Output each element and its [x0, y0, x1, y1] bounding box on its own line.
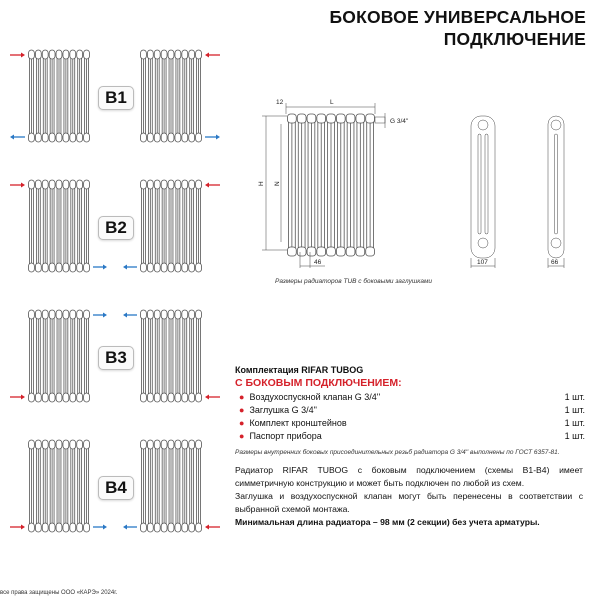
- return-arrow-icon: [93, 313, 107, 318]
- drawing-caption: Размеры радиаторов TUB с боковыми заглушками: [275, 278, 433, 285]
- supply-arrow-icon: [205, 183, 220, 188]
- kit-item: [235, 417, 585, 430]
- radiator-icon: [288, 114, 375, 256]
- description-p2: Заглушка и воздухоспускной клапан могут быть перенесены в соответствии с выбранной схемой монтажа.: [235, 491, 583, 514]
- radiator-icon: [29, 50, 90, 142]
- kit-item: [235, 391, 585, 404]
- supply-arrow-icon: [10, 183, 25, 188]
- bullet-icon: ●: [239, 431, 245, 441]
- supply-arrow-icon: [205, 525, 220, 530]
- bullet-icon: ●: [239, 392, 245, 402]
- description-p1: Радиатор RIFAR TUBOG с боковым подключением (схемы B1-B4) имеет симметричную конструкцию и может быть подключен по любой из схем.: [235, 465, 583, 488]
- dim-pitch: 46: [314, 259, 322, 266]
- dim-thread: G 3/4'': [390, 118, 409, 125]
- radiator-icon: [141, 50, 202, 142]
- kit-item-qty: 1 шт.: [564, 405, 585, 415]
- bullet-icon: ●: [239, 418, 245, 428]
- kit-item-name: Паспорт прибора: [249, 431, 322, 441]
- copyright: все права защищены ООО «КАРЭ» 2024г.: [0, 590, 118, 596]
- supply-arrow-icon: [205, 53, 220, 58]
- return-arrow-icon: [123, 265, 137, 270]
- dim-depth-side: 66: [551, 259, 559, 266]
- radiator-icon: [141, 440, 202, 532]
- scheme-label-b4: B4: [98, 476, 134, 500]
- return-arrow-icon: [10, 135, 25, 140]
- kit-item-qty: 1 шт.: [564, 392, 585, 402]
- title-line-2: ПОДКЛЮЧЕНИЕ: [443, 29, 586, 49]
- radiator-icon: [29, 180, 90, 272]
- dim-length: L: [330, 99, 334, 106]
- dim-offset: 12: [276, 99, 284, 106]
- page-title: [329, 6, 586, 50]
- return-arrow-icon: [123, 525, 137, 530]
- kit-item-qty: 1 шт.: [564, 418, 585, 428]
- return-arrow-icon: [205, 135, 220, 140]
- return-arrow-icon: [123, 313, 137, 318]
- radiator-icon: [141, 310, 202, 402]
- kit-item: [235, 404, 585, 417]
- dim-height: H: [258, 181, 265, 186]
- dim-depth-front: 107: [477, 259, 488, 266]
- kit-note: Размеры внутренних боковых присоединительных резьб радиатора G 3/4'' выполнены по ГОСТ 6357-81.: [235, 449, 560, 456]
- dim-center: N: [274, 181, 281, 186]
- kit-item-qty: 1 шт.: [564, 431, 585, 441]
- kit-item: [235, 430, 585, 443]
- scheme-label-b3: B3: [98, 346, 134, 370]
- supply-arrow-icon: [10, 395, 25, 400]
- title-line-1: БОКОВОЕ УНИВЕРСАЛЬНОЕ: [329, 7, 586, 27]
- supply-arrow-icon: [10, 53, 25, 58]
- kit-item-name: Воздухоспускной клапан G 3/4'': [249, 392, 381, 402]
- kit-item-name: Заглушка G 3/4'': [249, 405, 318, 415]
- kit-item-name: Комплект кронштейнов: [249, 418, 347, 428]
- description-p3: Минимальная длина радиатора – 98 мм (2 секции) без учета арматуры.: [235, 517, 540, 527]
- radiator-icon: [141, 180, 202, 272]
- kit-section: [235, 365, 585, 456]
- description: [235, 464, 583, 529]
- scheme-label-b2: B2: [98, 216, 134, 240]
- scheme-label-b1: B1: [98, 86, 134, 110]
- return-arrow-icon: [93, 525, 107, 530]
- radiator-icon: [29, 310, 90, 402]
- supply-arrow-icon: [205, 395, 220, 400]
- kit-subheading: С БОКОВЫМ ПОДКЛЮЧЕНИЕМ:: [235, 377, 402, 389]
- return-arrow-icon: [93, 265, 107, 270]
- supply-arrow-icon: [10, 525, 25, 530]
- bullet-icon: ●: [239, 405, 245, 415]
- radiator-icon: [29, 440, 90, 532]
- kit-heading: Комплектация RIFAR TUBOG: [235, 365, 364, 375]
- dimension-lines: [262, 103, 564, 268]
